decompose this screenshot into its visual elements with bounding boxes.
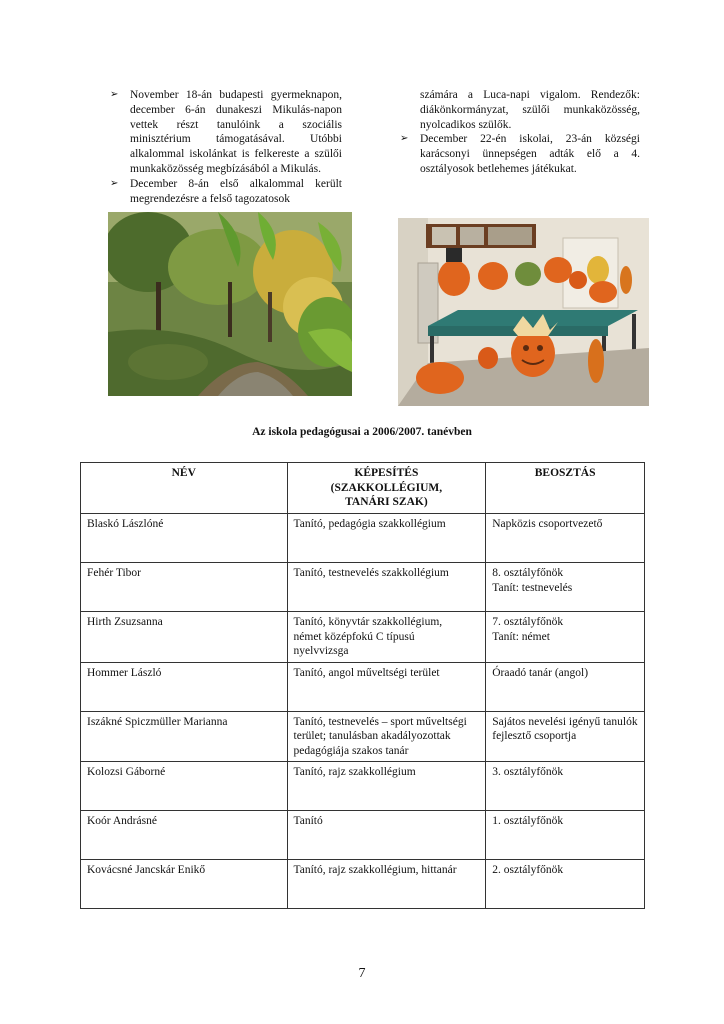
column-header-qualification: KÉPESÍTÉS (SZAKKOLLÉGIUM, TANÁRI SZAK) [287, 463, 486, 514]
teacher-name: Fehér Tibor [81, 563, 288, 612]
autumn-garden-photo [108, 212, 352, 396]
teacher-position: 2. osztályfőnök [486, 860, 645, 909]
teacher-qualification: Tanító [287, 811, 486, 860]
arrow-bullet-icon: ➢ [110, 177, 119, 189]
arrow-bullet-icon: ➢ [400, 133, 409, 145]
list-item [400, 132, 640, 176]
page-number: 7 [358, 966, 366, 981]
list-item [110, 177, 342, 207]
column-header-position: BEOSZTÁS [486, 463, 645, 514]
list-item-text: December 22-én iskolai, 23-án községi karácsonyi ünnepségen adták elő a 4. osztályosok betlehemes játékukat. [420, 133, 640, 175]
list-item-text: számára a Luca-napi vigalom. Rendezők: diákönkormányzat, szülői munkaközösség, nyolcadikos szülők. [420, 89, 640, 131]
teacher-name: Blaskó Lászlóné [81, 514, 288, 563]
teacher-qualification: Tanító, rajz szakkollégium [287, 762, 486, 811]
event-list-left [110, 88, 342, 206]
table-row [81, 811, 645, 860]
column-header-name: NÉV [81, 463, 288, 514]
table-row [81, 563, 645, 612]
teacher-position: Óraadó tanár (angol) [486, 662, 645, 711]
teacher-name: Kovácsné Jancskár Enikő [81, 860, 288, 909]
teacher-qualification: Tanító, könyvtár szakkollégium, német középfokú C típusú nyelvvizsga [287, 612, 486, 663]
table-caption: Az iskola pedagógusai a 2006/2007. tanévben [252, 426, 472, 438]
table-row [81, 762, 645, 811]
table-row [81, 514, 645, 563]
carved-pumpkins-photo [398, 218, 649, 406]
intro-left-column [110, 88, 342, 206]
teacher-position: Sajátos nevelési igényű tanulók fejlesztő csoportja [486, 711, 645, 762]
teacher-name: Koór Andrásné [81, 811, 288, 860]
teacher-position: 8. osztályfőnök Tanít: testnevelés [486, 563, 645, 612]
arrow-bullet-icon: ➢ [110, 89, 119, 100]
table-row [81, 860, 645, 909]
teacher-position: 7. osztályfőnök Tanít: német [486, 612, 645, 663]
event-list-right [400, 88, 640, 177]
intro-right-column [400, 88, 640, 177]
list-item-continuation [400, 88, 640, 132]
table-header-row [81, 463, 645, 514]
teacher-qualification: Tanító, testnevelés – sport műveltségi terület; tanulásban akadályozottak pedagógiája szakos tanár [287, 711, 486, 762]
table-row [81, 612, 645, 663]
teacher-qualification: Tanító, angol műveltségi terület [287, 662, 486, 711]
list-item-text: December 8-án első alkalommal került megrendezésre a felső tagozatosok [130, 177, 342, 205]
teachers-table [80, 462, 645, 909]
teacher-name: Kolozsi Gáborné [81, 762, 288, 811]
list-item [110, 88, 342, 177]
teacher-qualification: Tanító, rajz szakkollégium, hittanár [287, 860, 486, 909]
list-item-text: November 18-án budapesti gyermeknapon, december 6-án dunakeszi Mikulás-napon vettek részt tanulóink a szociális minisztérium támogatásával. Utóbbi alkalommal iskolánkat is felkereste a szülői munkaközösség megbízásából a Mikulás. [130, 89, 342, 175]
teacher-position: 1. osztályfőnök [486, 811, 645, 860]
teacher-name: Iszákné Spiczmüller Marianna [81, 711, 288, 762]
teacher-position: 3. osztályfőnök [486, 762, 645, 811]
teacher-name: Hirth Zsuzsanna [81, 612, 288, 663]
teacher-position: Napközis csoportvezető [486, 514, 645, 563]
teacher-qualification: Tanító, pedagógia szakkollégium [287, 514, 486, 563]
teacher-name: Hommer László [81, 662, 288, 711]
table-row [81, 711, 645, 762]
teacher-qualification: Tanító, testnevelés szakkollégium [287, 563, 486, 612]
table-row [81, 662, 645, 711]
